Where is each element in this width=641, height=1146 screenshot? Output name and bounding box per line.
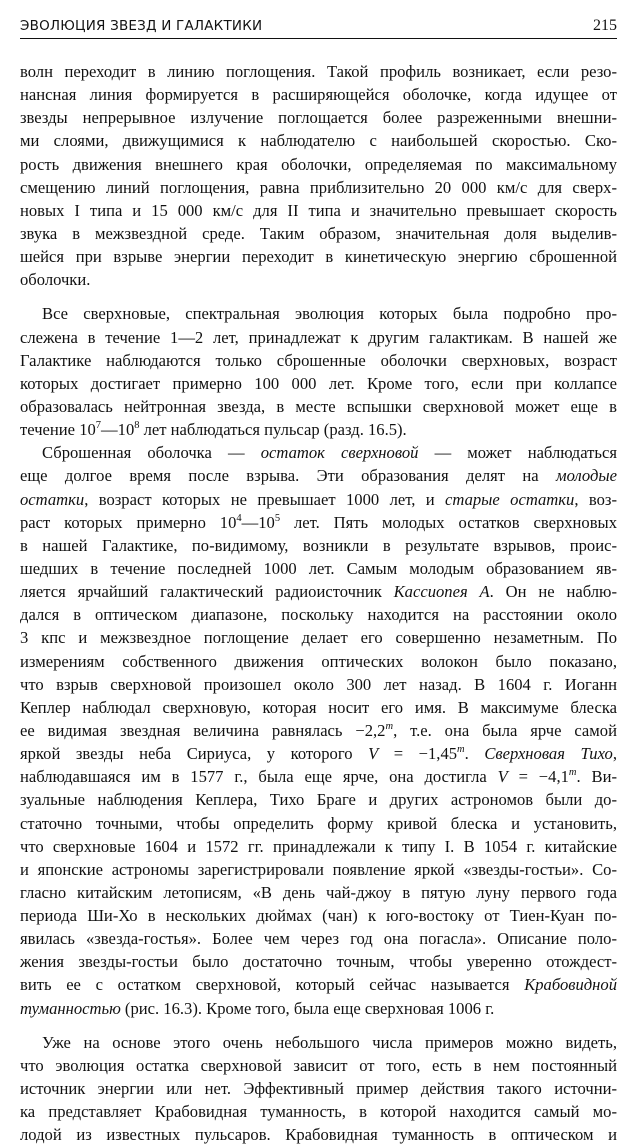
text-line: ми слоями, движущимися к наблюдателю с наибольшей скоростью. Ско- — [20, 131, 617, 151]
text-line: звука в межзвездной среде. Таким образом, значительная доля выделив- — [20, 223, 617, 243]
paragraph-3 — [20, 441, 617, 1020]
text-line: Кеплер наблюдал сверхновую, которая носит его имя. В максимуме блеска — [20, 697, 617, 717]
text-line: звезды непрерывное излучение поглощается более разреженными внешни- — [20, 108, 617, 128]
text-line: шедших в течение последней 1000 лет. Самым молодым образованием яв- — [20, 558, 617, 578]
text-line: остатки, возраст которых не превышает 1000 лет, и старые остатки, воз- — [20, 489, 617, 509]
text-line: ляется ярчайший галактический радиоисточник Кассиопея А. Он не наблю- — [20, 582, 617, 602]
page-header — [20, 16, 617, 39]
text-line: оболочки. — [20, 270, 91, 290]
page-body — [20, 60, 617, 1146]
text-line: ее видимая звездная величина равнялась $-2,2^m$, т.е. она была ярче самой — [20, 720, 617, 740]
text-line: измерениям собственного движения оптических волокон было показано, — [20, 651, 617, 671]
text-line: зуальные наблюдения Кеплера, Тихо Браге и других астрономов были до- — [20, 790, 617, 810]
page-number: 215 — [593, 17, 617, 34]
term-supernova-remnant: остаток сверхновой — [260, 443, 419, 463]
text-line: которых достигает примерно 100 000 лет. Кроме того, если при коллапсе — [20, 373, 617, 393]
text-line: что эволюция остатка сверхновой зависит от того, есть в нем постоянный — [20, 1055, 617, 1075]
text-line: еще долгое время после взрыва. Эти образования делят на молодые — [20, 466, 617, 486]
text-line: яркой звезды неба Сириуса, у которого $V = -1,45^m$. Сверхновая Тихо, — [20, 744, 618, 764]
text-line: Уже на основе этого очень небольшого числа примеров можно видеть, — [42, 1032, 617, 1052]
text-line: периода Ши-Хо в нескольких дюймах (чан) к юго-востоку от Тиен-Куан по- — [20, 906, 617, 926]
running-head: ЭВОЛЮЦИЯ ЗВЕЗД И ГАЛАКТИКИ — [20, 18, 263, 34]
text-line: волн переходит в линию поглощения. Такой профиль возникает, если резо- — [20, 62, 617, 81]
text-line: в нашей Галактике, по-видимому, возникли в результате взрывов, проис- — [20, 535, 617, 555]
text-line: что взрыв сверхновой произошел около 300 лет назад. В 1604 г. Иоганн — [20, 674, 617, 694]
text-line: 3 кпс и межзвездное поглощение делает его совершенно незаметным. По — [20, 628, 617, 648]
text-line: жения звезды-гостьи было достаточно точным, чтобы уверенно отождест- — [20, 952, 617, 972]
text-line: наблюдавшаяся им в 1577 г., была еще ярче, она достигла $V = -4,1^m$. Ви- — [20, 767, 617, 787]
text-line: что сверхновые 1604 и 1572 гг. принадлежали к типу I. В 1054 г. китайские — [20, 836, 617, 856]
text-line: нансная линия формируется в расширяющейся оболочке, когда идущее от — [20, 85, 617, 105]
paragraph-1 — [20, 60, 617, 291]
text-line: лодой из известных пульсаров. Крабовидная туманность в оптическом и — [20, 1125, 617, 1145]
text-line: Все сверхновые, спектральная эволюция которых была подробно про- — [42, 304, 617, 324]
text-line: статочно точными, чтобы определить форму кривой блеска и установить, — [20, 813, 617, 833]
text-line: явилась «звезда-гостья». Более чем через год она погасла». Описание поло- — [20, 929, 617, 949]
paragraph-4 — [20, 1031, 617, 1146]
text-line: гласно китайским летописям, «В день чай-джоу в пятую луну первого года — [20, 882, 617, 902]
text-line: Сброшенная оболочка — остаток сверхновой — может наблюдаться — [42, 443, 617, 463]
text-line: Галактике наблюдаются только сброшенные оболочки сверхновых, возраст — [20, 350, 617, 370]
text-line: вить ее с остатком сверхновой, который сейчас называется Крабовидной — [20, 975, 617, 995]
text-line: источник энергии или нет. Эффективный пример действия такого источни- — [20, 1079, 617, 1099]
text-line: и японские астрономы зарегистрировали появление яркой «звезды-гостьи». Со- — [20, 859, 617, 879]
text-line: шейся при взрыве энергии переходит в кинетическую энергию сброшенной — [20, 247, 617, 267]
text-line: рость движения внешнего края оболочки, определяемая по максимальному — [20, 154, 617, 174]
paragraph-2 — [20, 302, 617, 441]
text-line: туманностью (рис. 16.3). Кроме того, была еще сверхновая 1006 г. — [20, 998, 495, 1018]
text-line: новых I типа и 15 000 км/с для II типа и значительно превышает скорость — [20, 200, 617, 220]
text-line: течение $10^7—10^8$ лет наблюдаться пульсар (разд. 16.5). — [20, 420, 407, 440]
text-line: образовалась нейтронная звезда, в месте вспышки сверхновой может еще в — [20, 396, 617, 416]
text-line: слежена в течение 1—2 лет, принадлежат к другим галактикам. В нашей же — [20, 327, 617, 347]
text-line: дался в оптическом диапазоне, поскольку находится на расстоянии около — [20, 605, 617, 625]
text-line: раст которых примерно $10^4—10^5$ лет. Пять молодых остатков сверхновых — [20, 512, 617, 532]
text-line: смещению линий поглощения, равна приблизительно 20 000 км/с для сверх- — [20, 177, 617, 197]
text-line: ка представляет Крабовидная туманность, в которой находится самый мо- — [20, 1102, 617, 1122]
